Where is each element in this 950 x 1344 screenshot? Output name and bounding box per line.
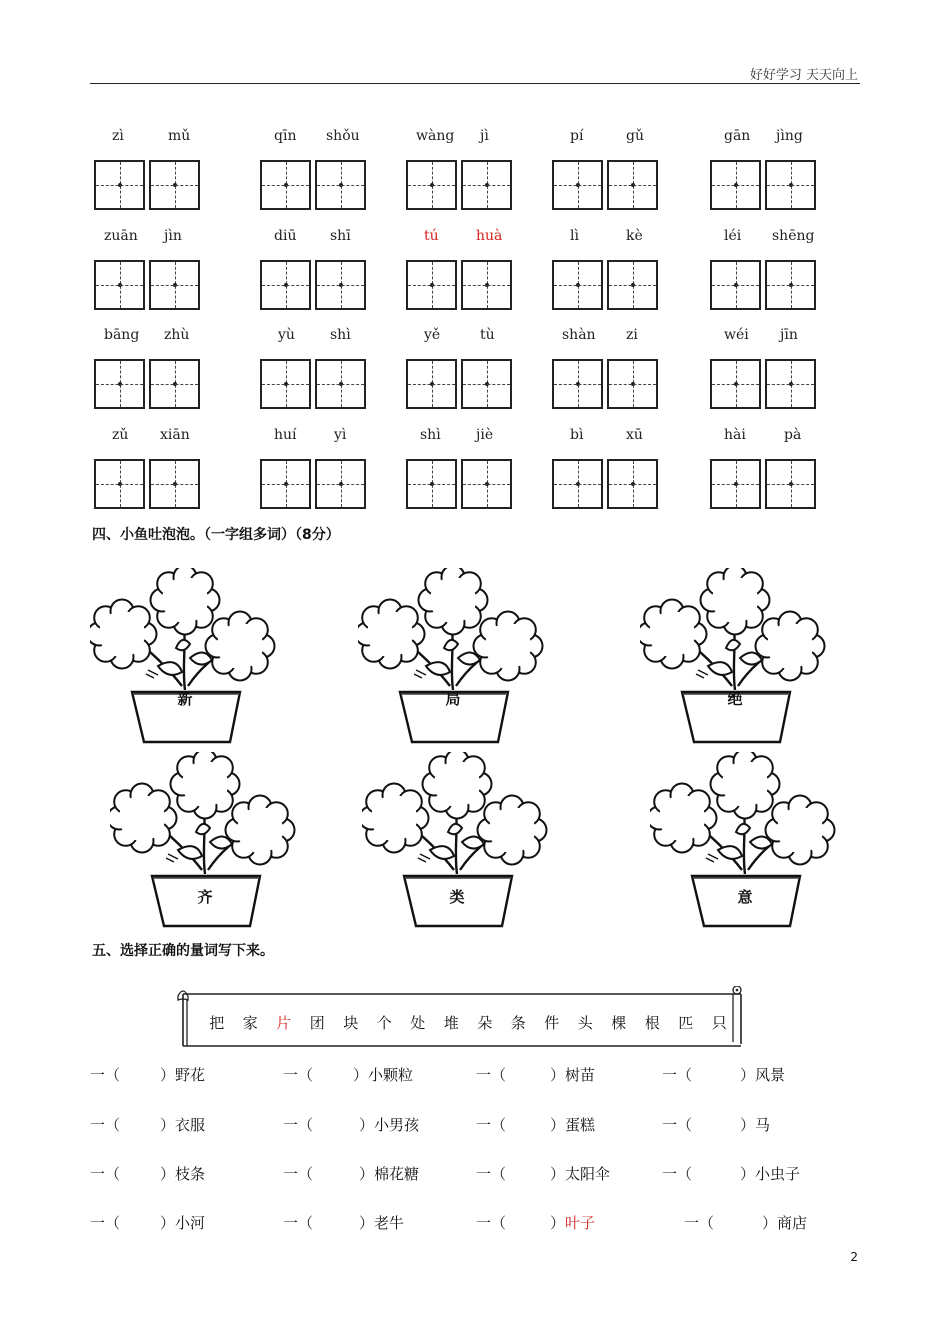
blank-close: ） [160,1165,176,1183]
flower-character: 新 [177,690,193,708]
tianzige-box[interactable] [461,160,512,210]
writing-box-pair [710,160,816,208]
flower-pot-icon [90,568,280,744]
blank-open: 一（ [662,1165,693,1183]
tianzige-box[interactable] [149,459,200,509]
noun-label: 小颗粒 [368,1066,414,1084]
pinyin-syllable: jìng [776,128,803,144]
flower-pot [358,568,548,744]
grid-center-dot [118,382,122,386]
section4-title: 四、小鱼吐泡泡。（一字组多词）（8分） [92,527,340,543]
grid-center-dot [173,183,177,187]
blank-open: 一（ [476,1066,507,1084]
word-bank-item: 匹 [678,1014,694,1032]
grid-center-dot [485,482,489,486]
tianzige-box[interactable] [710,459,761,509]
word-bank [200,1012,736,1033]
grid-center-dot [734,183,738,187]
noun-label: 枝条 [175,1165,206,1183]
tianzige-box[interactable] [710,160,761,210]
writing-box-pair [710,459,816,507]
noun-label: 老牛 [374,1214,405,1232]
pinyin-syllable: shàn [562,327,596,343]
grid-center-dot [631,183,635,187]
grid-center-dot [789,183,793,187]
flower-character: 绝 [727,690,743,708]
noun-label: 棉花糖 [374,1165,420,1183]
pinyin-syllable: xiān [160,427,190,443]
tianzige-box[interactable] [94,260,145,310]
tianzige-box[interactable] [765,160,816,210]
header-divider [90,83,860,84]
noun-label: 马 [755,1116,771,1134]
grid-center-dot [430,283,434,287]
pinyin-row [0,228,950,248]
writing-box-pair [260,359,366,407]
tianzige-box[interactable] [552,160,603,210]
blank-close: ） [740,1116,756,1134]
pinyin-syllable: mǔ [168,128,191,144]
measure-word-item [662,1163,800,1184]
pinyin-syllable: zì [112,128,124,144]
tianzige-box[interactable] [461,459,512,509]
word-bank-item: 件 [544,1014,560,1032]
blank-close: ） [550,1214,566,1232]
tianzige-box[interactable] [315,160,366,210]
measure-word-item [283,1114,419,1135]
flower-character: 局 [445,690,461,708]
writing-box-pair [552,260,658,308]
noun-label: 小河 [175,1214,206,1232]
word-bank-item: 堆 [443,1014,459,1032]
pinyin-syllable: zuān [104,228,138,244]
tianzige-box[interactable] [461,260,512,310]
grid-center-dot [118,283,122,287]
grid-center-dot [485,183,489,187]
writing-box-pair [710,260,816,308]
blank-open: 一（ [662,1116,693,1134]
grid-center-dot [284,283,288,287]
blank-open: 一（ [283,1116,314,1134]
measure-word-item [283,1064,413,1085]
noun-label: 风景 [755,1066,786,1084]
tianzige-box[interactable] [315,359,366,409]
tianzige-box[interactable] [94,359,145,409]
grid-center-dot [485,283,489,287]
grid-center-dot [173,382,177,386]
pinyin-syllable: zǔ [112,427,129,443]
measure-word-item [476,1114,595,1135]
tianzige-box[interactable] [260,359,311,409]
tianzige-box[interactable] [765,260,816,310]
pinyin-syllable: shì [420,427,441,443]
grid-center-dot [576,283,580,287]
noun-label: 商店 [777,1214,808,1232]
grid-center-dot [789,283,793,287]
flower-pot [362,752,552,928]
measure-word-item [476,1212,595,1233]
writing-box-pair [710,359,816,407]
tianzige-box[interactable] [315,260,366,310]
grid-center-dot [485,382,489,386]
blank-close: ） [550,1116,566,1134]
blank-close: ） [359,1165,375,1183]
pinyin-syllable: yì [334,427,347,443]
tianzige-box[interactable] [607,260,658,310]
blank-open: 一（ [476,1165,507,1183]
writing-grid-row [0,260,950,312]
flower-pot-icon [358,568,548,744]
measure-word-item [90,1064,205,1085]
tianzige-box[interactable] [149,359,200,409]
grid-center-dot [576,183,580,187]
flower-pot [640,568,830,744]
blank-close: ） [740,1165,756,1183]
tianzige-box[interactable] [94,459,145,509]
writing-box-pair [552,359,658,407]
writing-box-pair [406,260,512,308]
blank-close: ） [762,1214,778,1232]
pinyin-syllable: yù [278,327,295,343]
tianzige-box[interactable] [406,260,457,310]
grid-center-dot [631,283,635,287]
pinyin-syllable: jìn [164,228,182,244]
measure-word-item [283,1212,404,1233]
pinyin-syllable: hài [724,427,746,443]
measure-word-item [662,1064,785,1085]
tianzige-box[interactable] [406,459,457,509]
measure-word-item [283,1163,419,1184]
grid-center-dot [339,382,343,386]
grid-center-dot [430,482,434,486]
grid-center-dot [284,382,288,386]
pinyin-syllable: wàng [416,128,455,144]
grid-center-dot [631,482,635,486]
pinyin-syllable: huí [274,427,297,443]
writing-box-pair [406,160,512,208]
writing-box-pair [260,459,366,507]
blank-open: 一（ [662,1066,693,1084]
tianzige-box[interactable] [607,160,658,210]
tianzige-box[interactable] [710,260,761,310]
grid-center-dot [118,482,122,486]
pinyin-syllable: gǔ [626,128,644,144]
grid-center-dot [284,482,288,486]
flower-pot [110,752,300,928]
pinyin-syllable: tù [480,327,495,343]
pinyin-syllable: qīn [274,128,297,144]
measure-word-item [662,1114,770,1135]
pinyin-syllable: zi [626,327,638,343]
tianzige-box[interactable] [94,160,145,210]
noun-label: 衣服 [175,1116,206,1134]
writing-box-pair [94,260,200,308]
grid-center-dot [430,183,434,187]
pinyin-syllable: pí [570,128,584,144]
tianzige-box[interactable] [406,160,457,210]
grid-center-dot [789,482,793,486]
tianzige-box[interactable] [710,359,761,409]
measure-word-item [476,1163,610,1184]
measure-word-item [90,1163,205,1184]
word-bank-item: 处 [410,1014,426,1032]
grid-center-dot [118,183,122,187]
tianzige-box[interactable] [149,260,200,310]
measure-word-item [90,1114,205,1135]
blank-close: ） [353,1066,369,1084]
grid-center-dot [631,382,635,386]
blank-open: 一（ [476,1214,507,1232]
grid-center-dot [284,183,288,187]
writing-box-pair [94,459,200,507]
blank-close: ） [359,1116,375,1134]
tianzige-box[interactable] [149,160,200,210]
blank-open: 一（ [283,1066,314,1084]
tianzige-box[interactable] [607,459,658,509]
pinyin-syllable: lì [570,228,579,244]
word-bank-item: 团 [309,1014,325,1032]
pinyin-row [0,128,950,148]
writing-box-pair [260,160,366,208]
noun-label: 叶子 [565,1214,596,1232]
flower-character: 齐 [197,888,213,906]
flower-character: 类 [449,888,465,906]
word-bank-item: 把 [209,1014,225,1032]
flower-pot [650,752,840,928]
grid-center-dot [339,283,343,287]
tianzige-box[interactable] [260,260,311,310]
pinyin-syllable: gān [724,128,751,144]
tianzige-box[interactable] [315,459,366,509]
pinyin-syllable: pà [784,427,802,443]
pinyin-syllable: shēng [772,228,815,244]
blank-close: ） [550,1066,566,1084]
tianzige-box[interactable] [260,459,311,509]
grid-center-dot [576,482,580,486]
word-bank-item: 头 [577,1014,593,1032]
tianzige-box[interactable] [607,359,658,409]
tianzige-box[interactable] [552,260,603,310]
writing-box-pair [552,459,658,507]
grid-center-dot [734,482,738,486]
word-bank-item: 根 [644,1014,660,1032]
pinyin-syllable: zhù [164,327,190,343]
measure-word-item [476,1064,595,1085]
pinyin-row [0,427,950,447]
word-bank-item: 家 [242,1014,258,1032]
grid-center-dot [173,283,177,287]
word-bank-scroll [175,986,745,1048]
pinyin-syllable: wéi [724,327,749,343]
grid-center-dot [789,382,793,386]
writing-grid-row [0,359,950,411]
blank-close: ） [740,1066,756,1084]
blank-open: 一（ [90,1066,121,1084]
grid-center-dot [576,382,580,386]
writing-box-pair [94,359,200,407]
word-bank-item: 朵 [477,1014,493,1032]
pinyin-syllable: jiè [476,427,494,443]
tianzige-box[interactable] [260,160,311,210]
pinyin-syllable: kè [626,228,643,244]
writing-grid-row [0,160,950,212]
writing-grid-row [0,459,950,511]
pinyin-row [0,327,950,347]
grid-center-dot [734,382,738,386]
pinyin-syllable: shī [330,228,351,244]
pinyin-syllable: shì [330,327,351,343]
tianzige-box[interactable] [461,359,512,409]
word-bank-item: 片 [276,1014,292,1032]
measure-word-item [684,1212,807,1233]
grid-center-dot [173,482,177,486]
word-bank-item: 条 [510,1014,526,1032]
writing-box-pair [406,359,512,407]
writing-box-pair [94,160,200,208]
tianzige-box[interactable] [406,359,457,409]
page-number: 2 [850,1250,858,1264]
header-slogan: 好好学习 天天向上 [749,68,858,83]
blank-open: 一（ [476,1116,507,1134]
grid-center-dot [339,482,343,486]
word-bank-item: 棵 [611,1014,627,1032]
tianzige-box[interactable] [765,459,816,509]
noun-label: 树苗 [565,1066,596,1084]
flower-character: 意 [737,888,753,906]
pinyin-syllable: bāng [104,327,140,343]
blank-close: ） [160,1214,176,1232]
pinyin-syllable: bì [570,427,584,443]
flower-pot [90,568,280,744]
word-bank-item: 个 [376,1014,392,1032]
pinyin-syllable: tú [424,228,439,244]
blank-open: 一（ [90,1165,121,1183]
writing-box-pair [406,459,512,507]
pinyin-syllable: jì [480,128,489,144]
writing-box-pair [260,260,366,308]
pinyin-syllable: shǒu [326,128,360,144]
tianzige-box[interactable] [765,359,816,409]
pinyin-syllable: huà [476,228,503,244]
blank-close: ） [359,1214,375,1232]
word-bank-item: 块 [343,1014,359,1032]
noun-label: 太阳伞 [565,1165,611,1183]
blank-open: 一（ [90,1116,121,1134]
noun-label: 蛋糕 [565,1116,596,1134]
blank-close: ） [550,1165,566,1183]
pinyin-syllable: diū [274,228,297,244]
blank-open: 一（ [283,1214,314,1232]
section5-title: 五、选择正确的量词写下来。 [92,943,274,959]
pinyin-syllable: yě [424,327,441,343]
blank-open: 一（ [283,1165,314,1183]
pinyin-syllable: léi [724,228,742,244]
blank-open: 一（ [684,1214,715,1232]
grid-center-dot [430,382,434,386]
flower-pot-icon [640,568,830,744]
word-bank-item: 只 [711,1014,727,1032]
blank-open: 一（ [90,1214,121,1232]
noun-label: 小虫子 [755,1165,801,1183]
tianzige-box[interactable] [552,459,603,509]
grid-center-dot [339,183,343,187]
writing-box-pair [552,160,658,208]
tianzige-box[interactable] [552,359,603,409]
grid-center-dot [734,283,738,287]
pinyin-syllable: xū [626,427,643,443]
blank-close: ） [160,1066,176,1084]
noun-label: 野花 [175,1066,206,1084]
blank-close: ） [160,1116,176,1134]
pinyin-syllable: jīn [780,327,798,343]
noun-label: 小男孩 [374,1116,420,1134]
measure-word-item [90,1212,205,1233]
